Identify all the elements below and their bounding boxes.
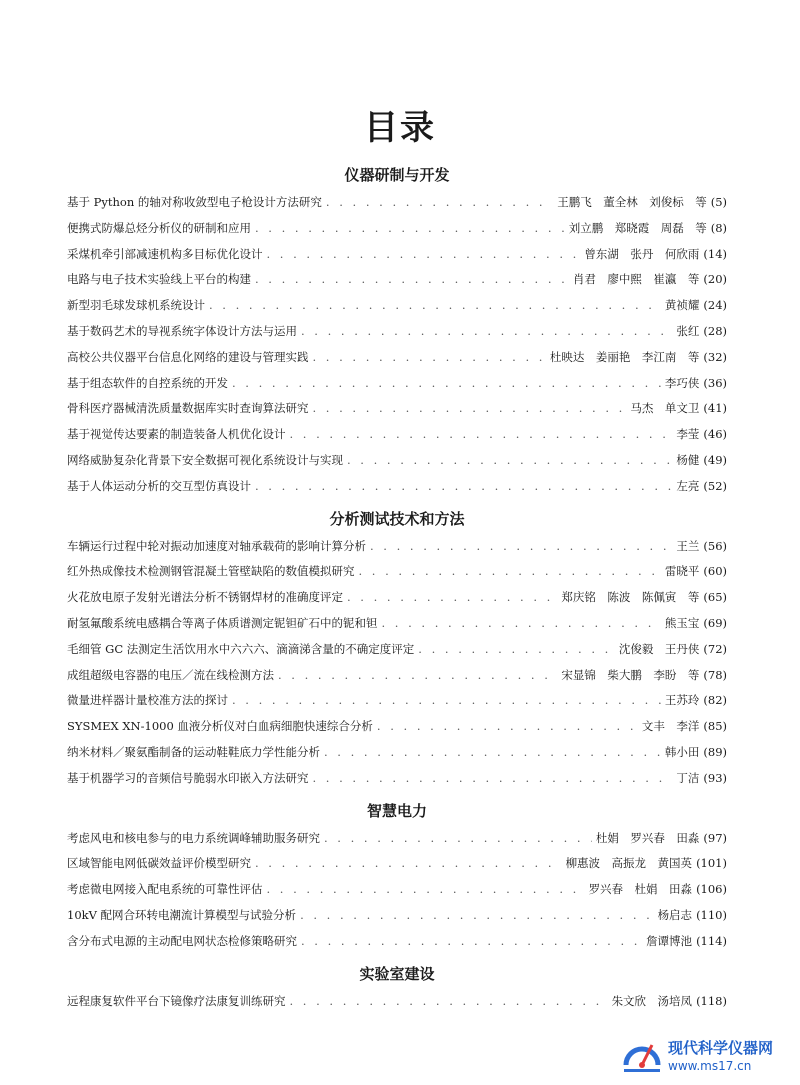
entry-page: (118) xyxy=(696,993,727,1008)
entry-title: SYSMEX XN-1000 血液分析仪对白血病细胞快速综合分析 xyxy=(67,719,373,734)
watermark-logo-icon xyxy=(620,1035,664,1077)
entry-authors: 刘立鹏 郑晓霞 周磊 等 xyxy=(568,220,707,235)
entry-authors: 詹谭博池 xyxy=(646,933,693,948)
entry-title: 基于视觉传达要素的制造装备人机优化设计 xyxy=(67,427,286,442)
section-title: 分析测试技术和方法 xyxy=(329,509,465,528)
leader-dots xyxy=(255,474,672,500)
toc-entry[interactable] xyxy=(67,929,727,955)
toc-entry[interactable] xyxy=(67,267,727,293)
toc-entry[interactable] xyxy=(67,319,727,345)
entry-page: (24) xyxy=(703,298,727,313)
entry-authors: 曾东湖 张丹 何欣雨 xyxy=(584,246,700,261)
toc-entry[interactable] xyxy=(67,663,727,689)
entry-title: 远程康复软件平台下镜像疗法康复训练研究 xyxy=(67,993,286,1008)
leader-dots xyxy=(278,663,557,689)
toc-entry[interactable] xyxy=(67,989,727,1015)
leader-dots xyxy=(255,216,565,242)
page-title: 目录 xyxy=(364,108,436,148)
toc-entry[interactable] xyxy=(67,826,727,852)
entry-page: (52) xyxy=(703,478,727,493)
entry-page: (72) xyxy=(703,641,727,656)
leader-dots xyxy=(232,688,661,714)
entry-title: 红外热成像技术检测钢管混凝土管壁缺陷的数值模拟研究 xyxy=(67,564,355,579)
entry-title: 高校公共仪器平台信息化网络的建设与管理实践 xyxy=(67,349,309,364)
entry-title: 耐氢氟酸系统电感耦合等离子体质谱测定铌钽矿石中的铌和钽 xyxy=(67,615,378,630)
entry-page: (82) xyxy=(703,693,727,708)
entry-page: (110) xyxy=(696,907,727,922)
watermark-url: www.ms17.cn xyxy=(668,1059,752,1073)
toc-entry[interactable] xyxy=(67,766,727,792)
entry-authors: 韩小田 xyxy=(664,744,700,759)
toc-entry[interactable] xyxy=(67,851,727,877)
toc-entry[interactable] xyxy=(67,903,727,929)
entry-authors: 肖君 廖中熙 崔瀛 等 xyxy=(572,272,700,287)
entry-authors: 杨启志 xyxy=(657,907,693,922)
toc-entry[interactable] xyxy=(67,216,727,242)
entry-page: (5) xyxy=(710,195,727,209)
entry-authors: 文丰 李洋 xyxy=(641,719,700,734)
toc-entry[interactable] xyxy=(67,877,727,903)
leader-dots xyxy=(418,637,615,663)
section-title: 智慧电力 xyxy=(366,801,427,820)
leader-dots xyxy=(301,929,642,955)
entry-page: (106) xyxy=(696,882,727,897)
entry-page: (56) xyxy=(703,538,727,553)
entry-page: (36) xyxy=(703,375,727,390)
leader-dots xyxy=(267,242,581,268)
entry-title: 基于数码艺术的导视系统字体设计方法与运用 xyxy=(67,323,297,338)
entry-page: (89) xyxy=(703,744,727,759)
toc-entry[interactable] xyxy=(67,396,727,422)
leader-dots xyxy=(290,422,673,448)
entry-page: (60) xyxy=(703,564,727,579)
leader-dots xyxy=(255,851,562,877)
entry-page: (65) xyxy=(703,590,727,605)
entry-title: 基于 Python 的轴对称收敛型电子枪设计方法研究 xyxy=(67,195,322,209)
toc-entry[interactable] xyxy=(67,740,727,766)
entry-title: 纳米材料／聚氨酯制备的运动鞋鞋底力学性能分析 xyxy=(67,744,320,759)
entry-authors: 郑庆铭 陈波 陈佩寅 等 xyxy=(561,590,700,605)
entry-title: 车辆运行过程中轮对振动加速度对轴承载荷的影响计算分析 xyxy=(67,538,366,553)
leader-dots xyxy=(313,345,546,371)
entry-title: 区域智能电网低碳效益评价模型研究 xyxy=(67,856,251,871)
toc-entry[interactable] xyxy=(67,345,727,371)
entry-authors: 朱文欣 汤培凤 xyxy=(611,993,693,1008)
leader-dots xyxy=(324,826,592,852)
entry-title: 火花放电原子发射光谱法分析不锈钢焊材的准确度评定 xyxy=(67,590,343,605)
leader-dots xyxy=(300,903,654,929)
section-title: 仪器研制与开发 xyxy=(344,166,450,184)
entry-page: (97) xyxy=(703,830,727,845)
entry-page: (8) xyxy=(710,220,727,235)
entry-authors: 左亮 xyxy=(676,478,700,493)
entry-page: (78) xyxy=(703,667,727,682)
section-title: 实验室建设 xyxy=(359,964,435,983)
entry-title: 采煤机牵引部减速机构多目标优化设计 xyxy=(67,246,263,261)
entry-page: (28) xyxy=(703,323,727,338)
toc-entry[interactable] xyxy=(67,422,727,448)
entry-page: (93) xyxy=(703,770,727,785)
toc-entry[interactable] xyxy=(67,637,727,663)
entry-authors: 沈俊毅 王丹侠 xyxy=(618,641,700,656)
leader-dots xyxy=(313,766,673,792)
entry-page: (114) xyxy=(696,933,727,948)
toc-entry[interactable] xyxy=(67,371,727,397)
toc-entry[interactable] xyxy=(67,474,727,500)
entry-authors: 王苏玲 xyxy=(664,693,700,708)
leader-dots xyxy=(232,371,661,397)
entry-title: 考虑微电网接入配电系统的可靠性评估 xyxy=(67,882,263,897)
table-of-contents xyxy=(67,160,727,1014)
leader-dots xyxy=(347,448,672,474)
entry-page: (85) xyxy=(703,719,727,734)
entry-page: (14) xyxy=(703,246,727,261)
entry-authors: 杜映达 姜丽艳 李江南 等 xyxy=(549,349,700,364)
entry-page: (20) xyxy=(703,272,727,287)
toc-entry[interactable] xyxy=(67,190,727,216)
toc-entry[interactable] xyxy=(67,611,727,637)
entry-authors: 杜娟 罗兴春 田淼 xyxy=(595,830,700,845)
entry-title: 电路与电子技术实验线上平台的构建 xyxy=(67,272,251,287)
toc-entry[interactable] xyxy=(67,242,727,268)
toc-entry[interactable] xyxy=(67,714,727,740)
entry-title: 10kV 配网合环转电潮流计算模型与试验分析 xyxy=(67,907,297,922)
entry-title: 便携式防爆总烃分析仪的研制和应用 xyxy=(67,220,251,235)
leader-dots xyxy=(359,559,661,585)
entry-authors: 李莹 xyxy=(676,427,700,442)
leader-dots xyxy=(347,585,557,611)
entry-authors: 熊玉宝 xyxy=(664,615,700,630)
toc-entry[interactable] xyxy=(67,688,727,714)
entry-authors: 宋显锦 柴大鹏 李盼 等 xyxy=(561,667,700,682)
entry-page: (46) xyxy=(703,427,727,442)
leader-dots xyxy=(382,611,661,637)
leader-dots xyxy=(370,534,672,560)
entry-authors: 李巧侠 xyxy=(664,375,700,390)
entry-authors: 柳惠波 高振龙 黄国英 xyxy=(565,856,693,871)
toc-entry[interactable] xyxy=(67,559,727,585)
leader-dots xyxy=(326,190,553,216)
toc-entry[interactable] xyxy=(67,448,727,474)
watermark-name: 现代科学仪器网 xyxy=(668,1039,774,1057)
entry-authors: 张红 xyxy=(676,323,700,338)
entry-title: 基于机器学习的音频信号脆弱水印嵌入方法研究 xyxy=(67,770,309,785)
entry-authors: 杨健 xyxy=(676,452,700,467)
leader-dots xyxy=(301,319,672,345)
toc-entry[interactable] xyxy=(67,293,727,319)
entry-page: (101) xyxy=(696,856,727,871)
toc-entry[interactable] xyxy=(67,585,727,611)
entry-title: 骨科医疗器械清洗质量数据库实时查询算法研究 xyxy=(67,401,309,416)
entry-authors: 王兰 xyxy=(676,538,700,553)
leader-dots xyxy=(209,293,661,319)
leader-dots xyxy=(267,877,585,903)
entry-page: (69) xyxy=(703,615,727,630)
entry-title: 网络威胁复杂化背景下安全数据可视化系统设计与实现 xyxy=(67,452,343,467)
leader-dots xyxy=(255,267,569,293)
entry-page: (49) xyxy=(703,452,727,467)
leader-dots xyxy=(313,396,627,422)
entry-page: (32) xyxy=(703,349,727,364)
entry-title: 微量进样器计量校准方法的探讨 xyxy=(67,693,228,708)
leader-dots xyxy=(324,740,661,766)
watermark xyxy=(620,1033,790,1079)
entry-title: 考虑风电和核电参与的电力系统调峰辅助服务研究 xyxy=(67,830,320,845)
entry-title: 毛细管 GC 法测定生活饮用水中六六六、滴滴涕含量的不确定度评定 xyxy=(67,641,415,656)
leader-dots xyxy=(377,714,638,740)
entry-authors: 雷晓平 xyxy=(664,564,700,579)
entry-title: 基于组态软件的自控系统的开发 xyxy=(67,375,228,390)
toc-entry[interactable] xyxy=(67,534,727,560)
entry-authors: 马杰 单文卫 xyxy=(630,401,700,416)
entry-authors: 丁洁 xyxy=(676,770,700,785)
entry-page: (41) xyxy=(703,401,727,416)
entry-title: 含分布式电源的主动配电网状态检修策略研究 xyxy=(67,933,297,948)
entry-authors: 黄祯耀 xyxy=(664,298,700,313)
entry-title: 基于人体运动分析的交互型仿真设计 xyxy=(67,478,251,493)
entry-authors: 罗兴春 杜娟 田淼 xyxy=(588,882,693,897)
entry-title: 新型羽毛球发球机系统设计 xyxy=(67,298,205,313)
leader-dots xyxy=(290,989,608,1015)
entry-authors: 王鹏飞 董全林 刘俊标 等 xyxy=(557,195,707,209)
entry-title: 成组超级电容器的电压／流在线检测方法 xyxy=(67,667,274,682)
